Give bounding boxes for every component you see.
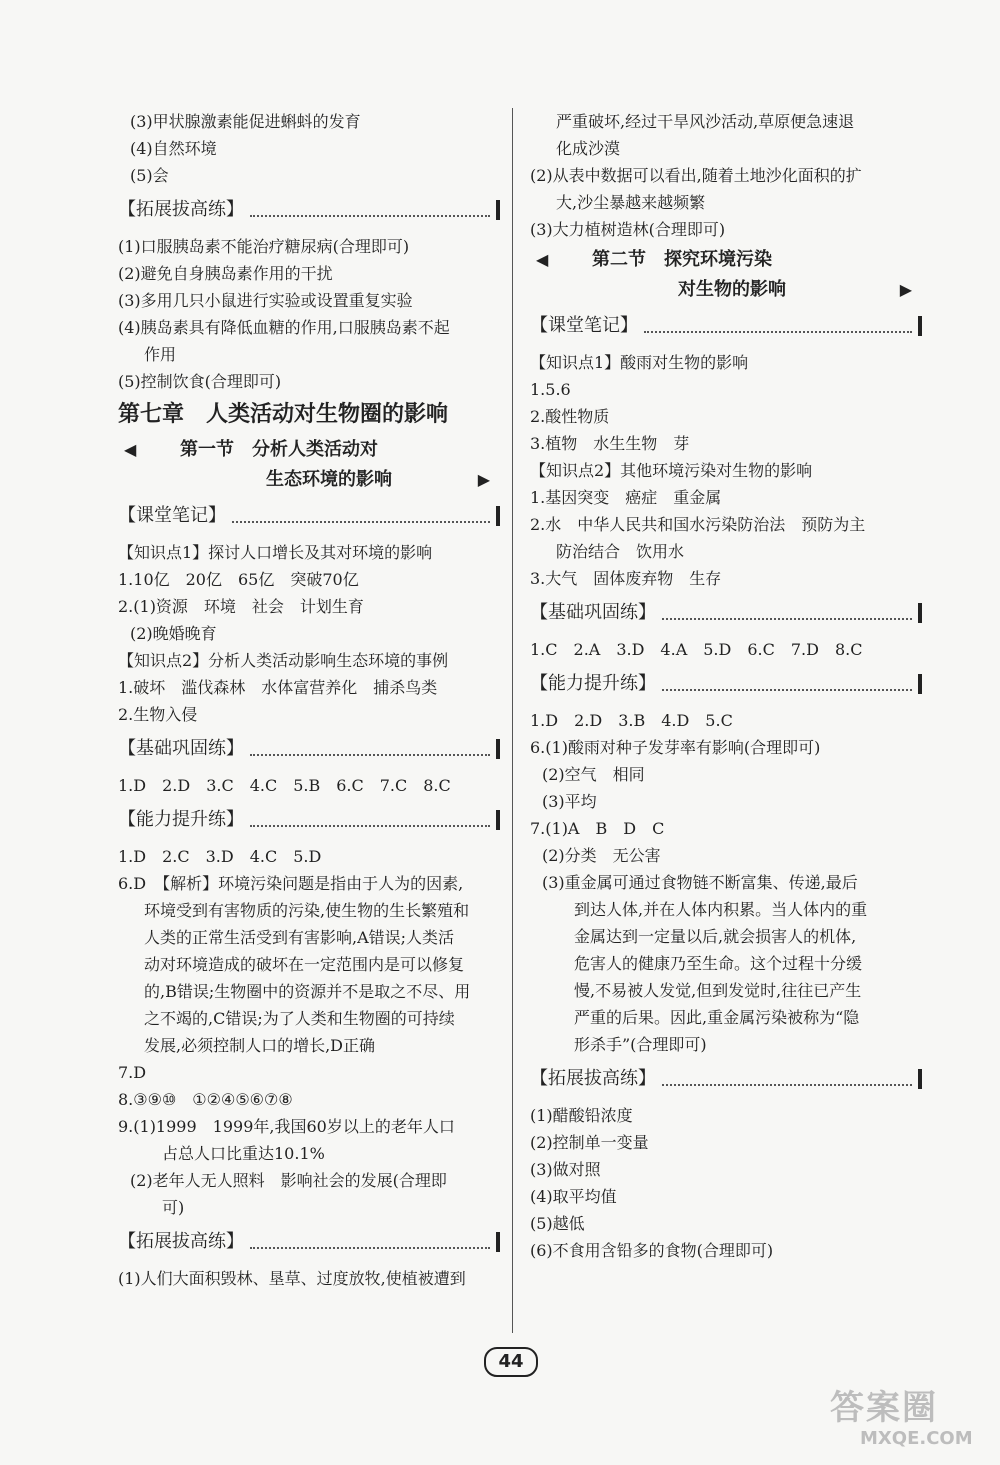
section-header: 【基础巩固练】: [118, 736, 500, 762]
text-line: 1.10亿 20亿 65亿 突破70亿: [118, 570, 359, 589]
text-line: 【知识点2】分析人类活动影响生态环境的事例: [118, 651, 449, 670]
text-line: 严重破坏,经过干旱风沙活动,草原便急速退: [556, 112, 855, 131]
text-line: (4)取平均值: [530, 1187, 617, 1206]
text-line: 7.D: [118, 1063, 147, 1082]
text-line: 大,沙尘暴越来越频繁: [556, 193, 706, 212]
text-line: 之不竭的,C错误;为了人类和生物圈的可持续: [144, 1009, 455, 1028]
text-line: (3)甲状腺激素能促进蝌蚪的发育: [130, 112, 361, 131]
watermark-logo: 答案圈 MXQE.COM: [830, 1388, 973, 1449]
answer-line: 1.C 2.A 3.D 4.A 5.D 6.C 7.D 8.C: [530, 640, 863, 659]
text-line: 8.③⑨⑩ ①②④⑤⑥⑦⑧: [118, 1090, 293, 1109]
text-line: (2)老年人无人照料 影响社会的发展(合理即: [130, 1171, 447, 1190]
text-line: 形杀手”(合理即可): [574, 1035, 707, 1054]
text-line: 2.(1)资源 环境 社会 计划生育: [118, 597, 364, 616]
text-line: 2.水 中华人民共和国水污染防治法 预防为主: [530, 515, 866, 534]
text-line: (1)醋酸铅浓度: [530, 1106, 633, 1125]
text-line: 7.(1)A B D C: [530, 819, 665, 838]
triangle-right-icon: ▶: [899, 280, 912, 299]
text-line: 可): [162, 1198, 185, 1217]
text-line: (5)越低: [530, 1214, 585, 1233]
triangle-left-icon: ◀: [124, 440, 137, 459]
text-line: 防治结合 饮用水: [556, 542, 685, 561]
text-line: 人类的正常生活受到有害影响,A错误;人类活: [144, 928, 455, 947]
text-line: 9.(1)1999 1999年,我国60岁以上的老年人口: [118, 1117, 455, 1136]
text-line: (6)不食用含铅多的食物(合理即可): [530, 1241, 774, 1260]
section-header: 【课堂笔记】: [530, 313, 922, 339]
text-line: 慢,不易被人发觉,但到发觉时,往往已产生: [574, 981, 862, 1000]
text-line: (3)多用几只小鼠进行实验或设置重复实验: [118, 291, 413, 310]
text-line: 【知识点2】其他环境污染对生物的影响: [530, 461, 813, 480]
text-line: 1.破坏 滥伐森林 水体富营养化 捕杀鸟类: [118, 678, 438, 697]
triangle-left-icon: ◀: [536, 250, 549, 269]
text-line: 到达人体,并在人体内积累。当人体内的重: [574, 900, 868, 919]
left-column: [118, 108, 500, 1292]
text-line: (1)口服胰岛素不能治疗糖尿病(合理即可): [118, 237, 410, 256]
text-line: (3)平均: [542, 792, 597, 811]
text-line: 2.生物入侵: [118, 705, 198, 724]
text-line: (4)胰岛素具有降低血糖的作用,口服胰岛素不起: [118, 318, 450, 337]
text-line: 占总人口比重达10.1%: [162, 1144, 325, 1163]
chapter-title: 第七章 人类活动对生物圈的影响: [118, 402, 449, 427]
section-header: 【拓展拔高练】: [118, 197, 500, 223]
text-line: 作用: [144, 345, 177, 364]
answer-line: 1.D 2.D 3.C 4.C 5.B 6.C 7.C 8.C: [118, 776, 451, 795]
text-line: (2)从表中数据可以看出,随着土地沙化面积的扩: [530, 166, 862, 185]
section-title: ◀ 第一节 分析人类活动对 生态环境的影响 ▶: [118, 435, 500, 495]
section-header: 【基础巩固练】: [530, 600, 922, 626]
text-line: 危害人的健康乃至生命。这个过程十分缓: [574, 954, 863, 973]
section-header: 【能力提升练】: [530, 671, 922, 697]
text-line: 的,B错误;生物圈中的资源并不是取之不尽、用: [144, 982, 471, 1001]
text-line: 3.大气 固体废弃物 生存: [530, 569, 722, 588]
answer-line: 1.D 2.C 3.D 4.C 5.D: [118, 847, 322, 866]
section-header: 【拓展拔高练】: [118, 1229, 500, 1255]
text-line: 金属达到一定量以后,就会损害人的机体,: [574, 927, 857, 946]
text-line: (4)自然环境: [130, 139, 217, 158]
text-line: 【知识点1】酸雨对生物的影响: [530, 353, 749, 372]
text-line: 环境受到有害物质的污染,使生物的生长繁殖和: [144, 901, 470, 920]
text-line: 【知识点1】探讨人口增长及其对环境的影响: [118, 543, 433, 562]
right-column: [530, 108, 922, 1264]
section-header: 【课堂笔记】: [118, 503, 500, 529]
page-number: 44: [484, 1347, 538, 1377]
text-line: 1.5.6: [530, 380, 571, 399]
text-line: 6.D 【解析】环境污染问题是指由于人为的因素,: [118, 874, 464, 893]
text-line: 1.基因突变 癌症 重金属: [530, 488, 722, 507]
text-line: 动对环境造成的破坏在一定范围内是可以修复: [144, 955, 465, 974]
text-line: 3.植物 水生生物 芽: [530, 434, 690, 453]
text-line: 化成沙漠: [556, 139, 621, 158]
text-line: 发展,必须控制人口的增长,D正确: [144, 1036, 376, 1055]
text-line: (3)做对照: [530, 1160, 601, 1179]
text-line: 6.(1)酸雨对种子发芽率有影响(合理即可): [530, 738, 821, 757]
text-line: 2.酸性物质: [530, 407, 610, 426]
text-line: (5)会: [130, 166, 169, 185]
text-line: (3)大力植树造林(合理即可): [530, 220, 726, 239]
triangle-right-icon: ▶: [477, 470, 490, 489]
text-line: (2)避免自身胰岛素作用的干扰: [118, 264, 333, 283]
text-line: 严重的后果。因此,重金属污染被称为“隐: [574, 1008, 860, 1027]
text-line: (5)控制饮食(合理即可): [118, 372, 282, 391]
text-line: (2)空气 相同: [542, 765, 645, 784]
text-line: (2)晚婚晚育: [130, 624, 217, 643]
text-line: (3)重金属可通过食物链不断富集、传递,最后: [542, 873, 858, 892]
text-line: (2)控制单一变量: [530, 1133, 649, 1152]
text-line: (2)分类 无公害: [542, 846, 661, 865]
section-header: 【能力提升练】: [118, 807, 500, 833]
section-title: ◀ 第二节 探究环境污染 对生物的影响 ▶: [530, 245, 922, 305]
section-header: 【拓展拔高练】: [530, 1066, 922, 1092]
column-divider: [512, 108, 513, 1333]
text-line: (1)人们大面积毁林、垦草、过度放牧,使植被遭到: [118, 1269, 466, 1288]
answer-line: 1.D 2.D 3.B 4.D 5.C: [530, 711, 733, 730]
